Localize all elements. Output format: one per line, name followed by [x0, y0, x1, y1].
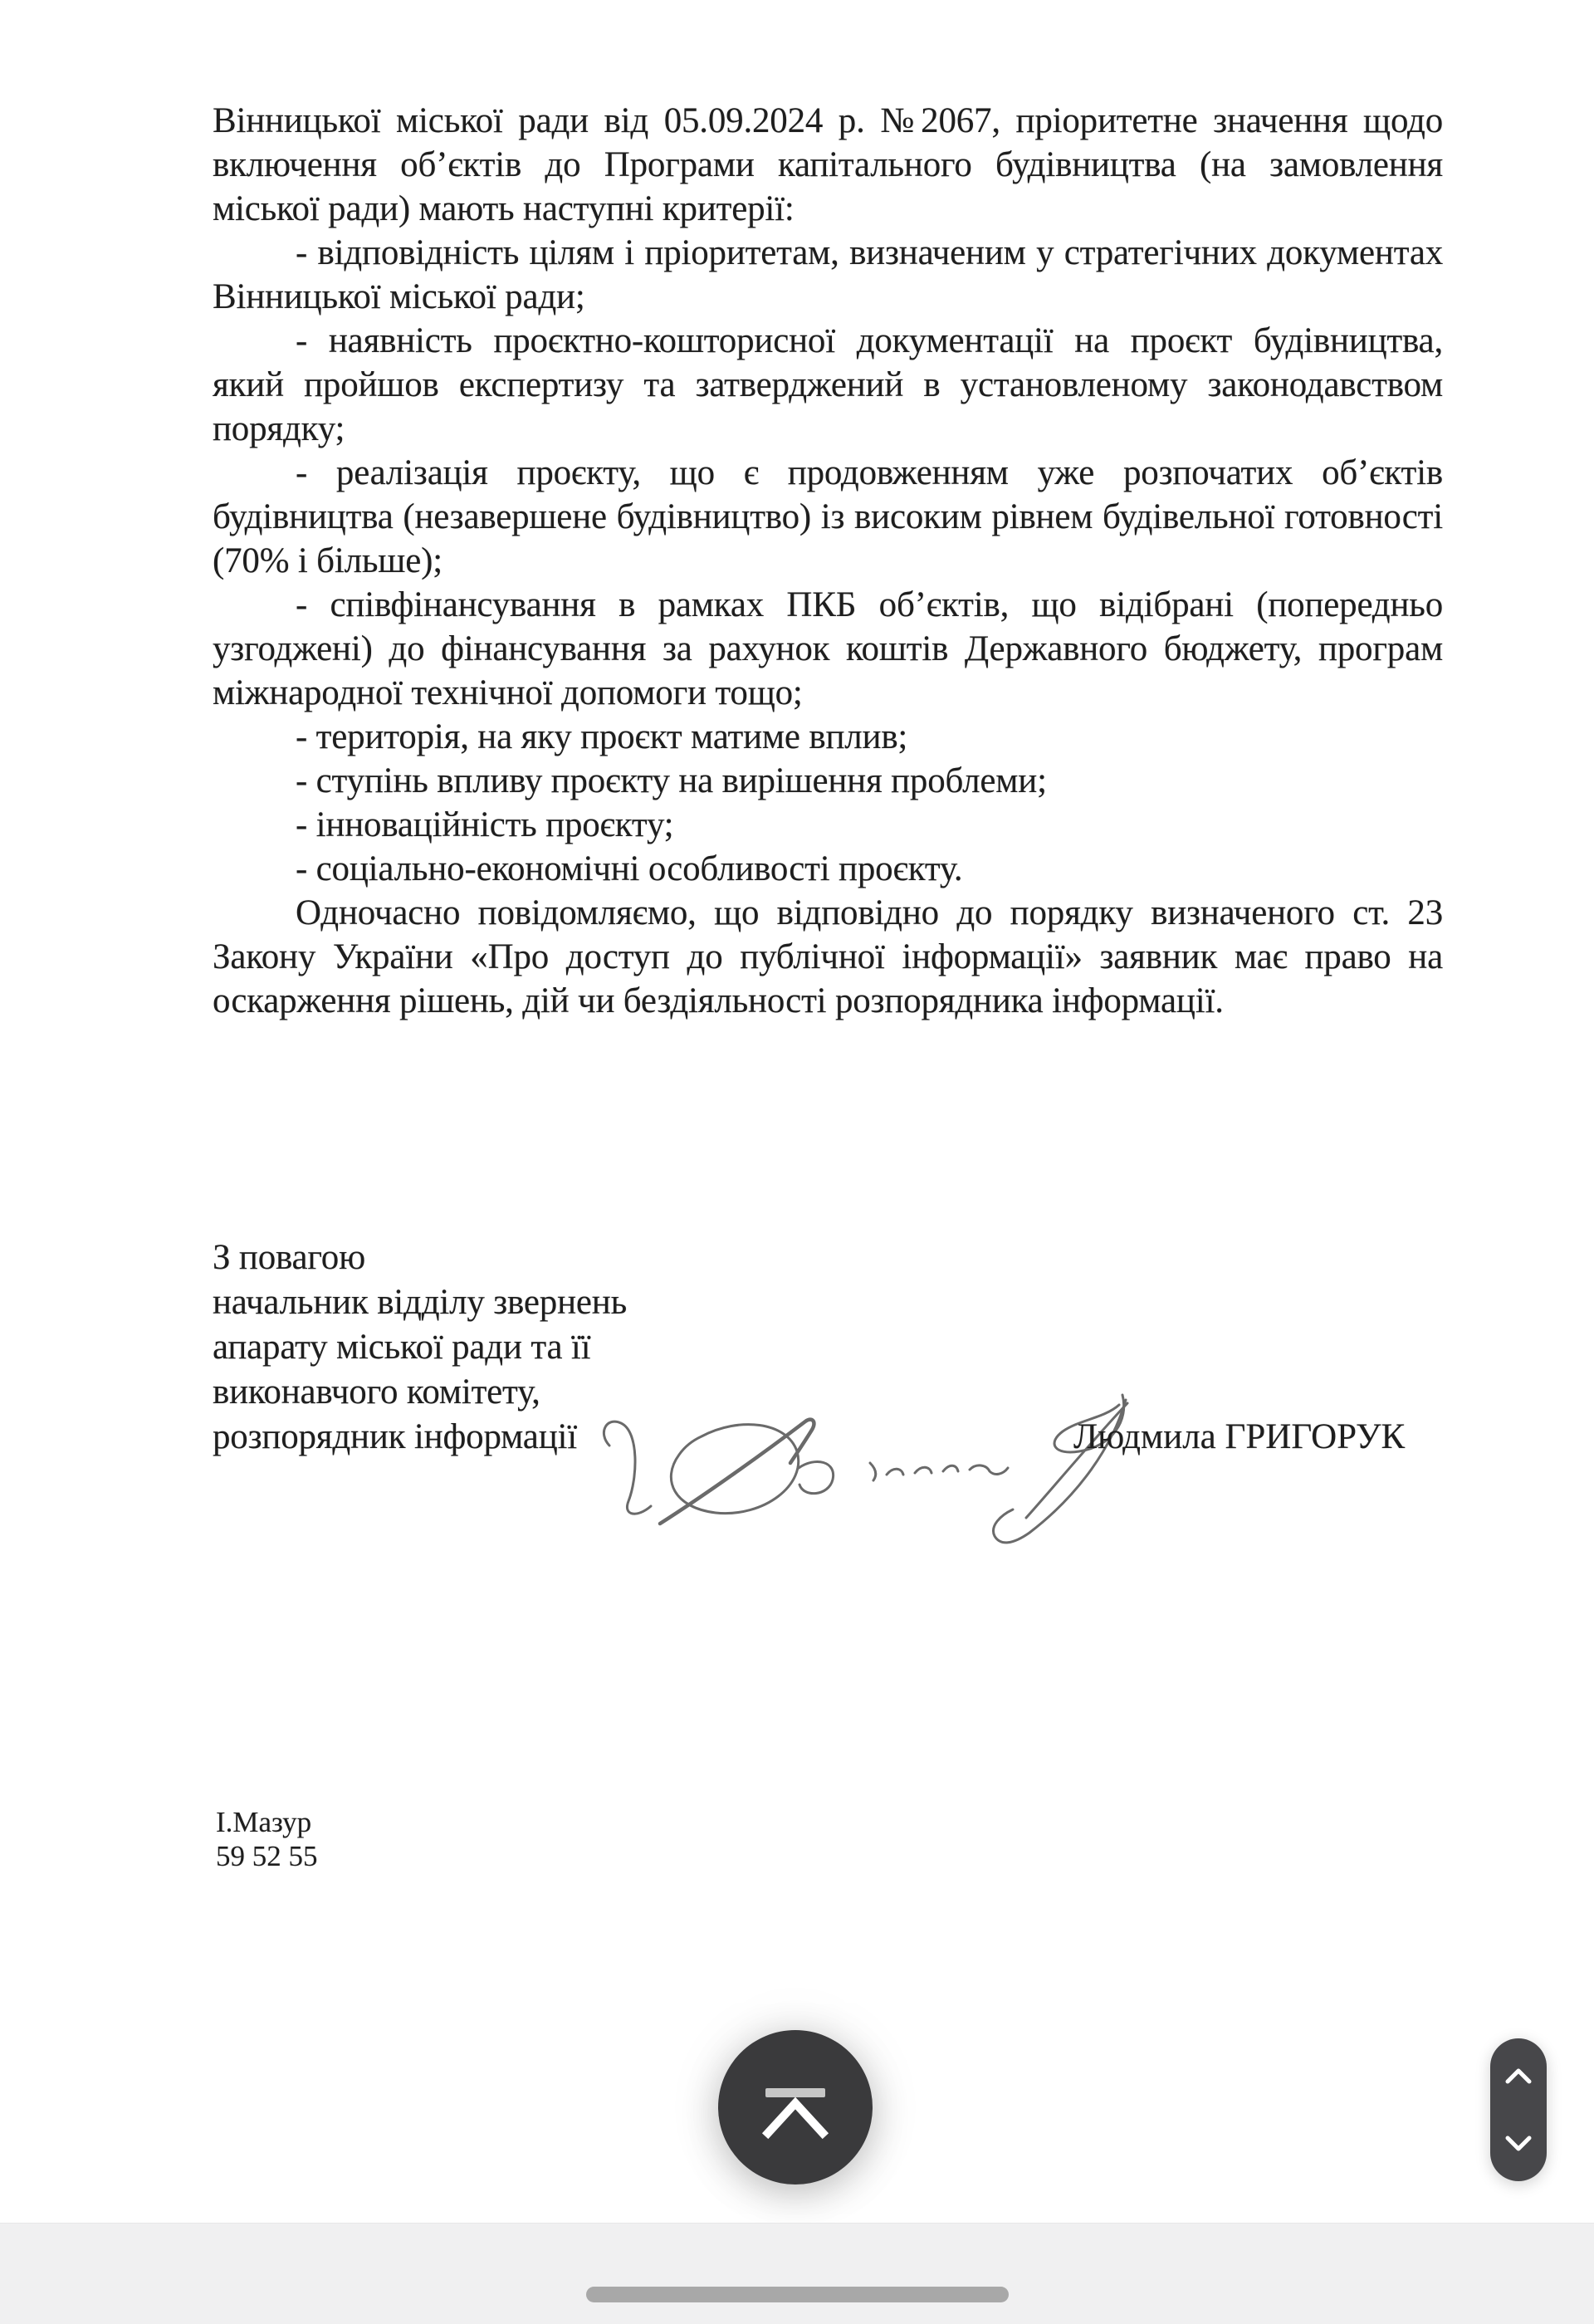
home-indicator-handle[interactable] — [586, 2287, 1009, 2302]
paragraph-intro: Вінницької міської ради від 05.09.2024 р. №2067, пріоритетне значення щодо включення об’єктів до Програми капітального будівництва (на замовлення міської ради) мають наступні критерії: — [213, 101, 1443, 228]
closing-position-line: розпорядник інформації — [213, 1417, 577, 1456]
closing-block — [213, 1235, 627, 1460]
bottom-strip — [0, 2223, 1594, 2324]
chevron-up-icon — [1499, 2065, 1538, 2087]
letter-body — [213, 99, 1443, 1023]
executor-phone: 59 52 55 — [216, 1840, 318, 1872]
closing-position-line: апарату міської ради та її — [213, 1328, 591, 1367]
scroll-up-button[interactable] — [1498, 2063, 1539, 2088]
scroll-to-top-button[interactable] — [718, 2030, 873, 2185]
executor-name: І.Мазур — [216, 1806, 312, 1838]
chevron-down-icon — [1499, 2133, 1538, 2155]
criterion-impact-degree: - ступінь впливу проєкту на вирішення проблеми; — [296, 761, 1047, 800]
closing-position-line: виконавчого комітету, — [213, 1372, 540, 1412]
chevron-up-with-bar-icon — [718, 2030, 873, 2185]
criterion-project-continuation: - реалізація проєкту, що є продовженням уже розпочатих об’єктів будівництва (незавершене будівництво) із високим рівнем будівельної готовності (70% і більше); — [213, 453, 1443, 580]
criterion-cofinancing: - співфінансування в рамках ПКБ об’єктів, що відібрані (попередньо узгоджені) до фінансування за рахунок коштів Державного бюджету, програм міжнародної технічної допомоги тощо; — [213, 585, 1443, 712]
executor-block — [216, 1805, 318, 1873]
closing-salutation: З повагою — [213, 1238, 366, 1277]
criterion-design-documentation: - наявність проєктно-кошторисної документації на проєкт будівництва, який пройшов експертизу та затверджений в установленому законодавством порядку; — [213, 321, 1443, 448]
criterion-socioeconomic: - соціально-економічні особливості проєкту. — [296, 849, 963, 888]
paragraph-appeal-rights: Одночасно повідомляємо, що відповідно до порядку визначеного ст. 23 Закону України «Про доступ до публічної інформації» заявник має право на оскарження рішень, дій чи бездіяльності розпорядника інформації. — [213, 893, 1443, 1020]
closing-position-line: начальник відділу звернень — [213, 1283, 628, 1322]
signer-name: Людмила ГРИГОРУК — [1073, 1417, 1406, 1456]
scroll-down-button[interactable] — [1498, 2131, 1539, 2156]
signature-image — [581, 1370, 1162, 1569]
scroll-pill — [1490, 2038, 1547, 2181]
criterion-strategic-goals: - відповідність цілям і пріоритетам, визначеним у стратегічних документах Вінницької міської ради; — [213, 233, 1443, 316]
criterion-innovation: - інноваційність проєкту; — [296, 805, 674, 844]
criterion-territory: - територія, на яку проєкт матиме вплив; — [296, 717, 908, 756]
